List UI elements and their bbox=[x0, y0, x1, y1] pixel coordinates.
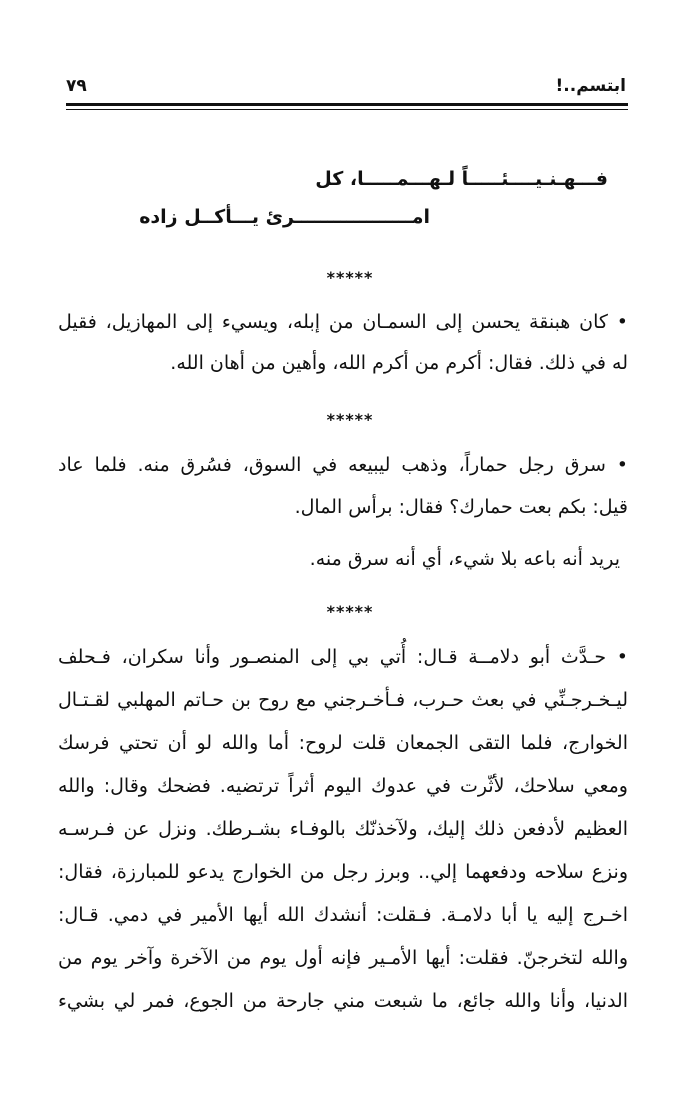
header-rule-thin bbox=[66, 109, 628, 110]
separator-3: ***** bbox=[326, 602, 374, 621]
story-3-line-6: ونزع سلاحه ودفعهما إلي.. وبرز رجل من الخوارج يدعو للمبارزة، فقال: bbox=[58, 861, 628, 883]
running-title: ابتسم..! bbox=[555, 76, 626, 96]
story-1-line-2: له في ذلك. فقال: أكرم من أكرم الله، وأهين من أهان الله. bbox=[170, 352, 628, 374]
story-2-line-2: قيل: بكم بعت حمارك؟ فقال: برأس المال. bbox=[294, 496, 628, 518]
separator-1: ***** bbox=[326, 268, 374, 287]
story-3-line-2: ليـخـرجـنِّي في بعث حـرب، فـأخـرجني مع روح بن حـاتم المهلبي لقـتـال bbox=[58, 689, 628, 711]
story-3-line-4: ومعي سلاحك، لأثّرت في عدوك اليوم أثراً ترتضيه. فضحك وقال: والله bbox=[58, 775, 628, 797]
story-3-line-8: والله لتخرجنّ. فقلت: أيها الأمـير فإنه أول يوم من الآخرة وآخر يوم من bbox=[58, 947, 628, 969]
story-3-line-5: العظيم لأدفعن ذلك إليك، ولآخذنّك بالوفـاء بشـرطك. ونزل عن فـرسـه bbox=[58, 818, 628, 840]
story-3-line-3: الخوارج، فلما التقى الجمعان قلت لروح: أما والله لو أن تحتي فرسك bbox=[58, 732, 628, 754]
story-1-line-1: • كان هبنقة يحسن إلى السمـان من إبله، ويسيء إلى المهازيل، فقيل bbox=[58, 311, 628, 333]
verse-line-1: فـــهـنـيــــئـــــاً لـهـــمـــــا، كل bbox=[315, 168, 608, 190]
header-rule-thick bbox=[66, 103, 628, 106]
page-header bbox=[66, 72, 626, 100]
page-number: ٧٩ bbox=[66, 76, 87, 96]
story-2-note: يريد أنه باعه بلا شيء، أي أنه سرق منه. bbox=[309, 548, 620, 570]
story-3-line-7: اخـرج إليه يا أبا دلامـة. فـقلت: أنشدك الله أيها الأمير في دمي. قـال: bbox=[58, 904, 628, 926]
story-2-line-1: • سرق رجل حماراً، وذهب ليبيعه في السوق، فسُرق منه. فلما عاد bbox=[58, 454, 628, 476]
verse-line-2: امــــــــــــــــــرئ يـــأكــل زاده bbox=[139, 206, 430, 228]
separator-2: ***** bbox=[326, 410, 374, 429]
story-3-line-9: الدنيا، وأنا والله جائع، ما شبعت مني جارحة من الجوع، فمر لي بشيء bbox=[58, 990, 628, 1012]
story-3-line-1: • حـدَّث أبو دلامــة قـال: أُتي بي إلى المنصـور وأنا سكران، فـحلف bbox=[58, 646, 628, 668]
